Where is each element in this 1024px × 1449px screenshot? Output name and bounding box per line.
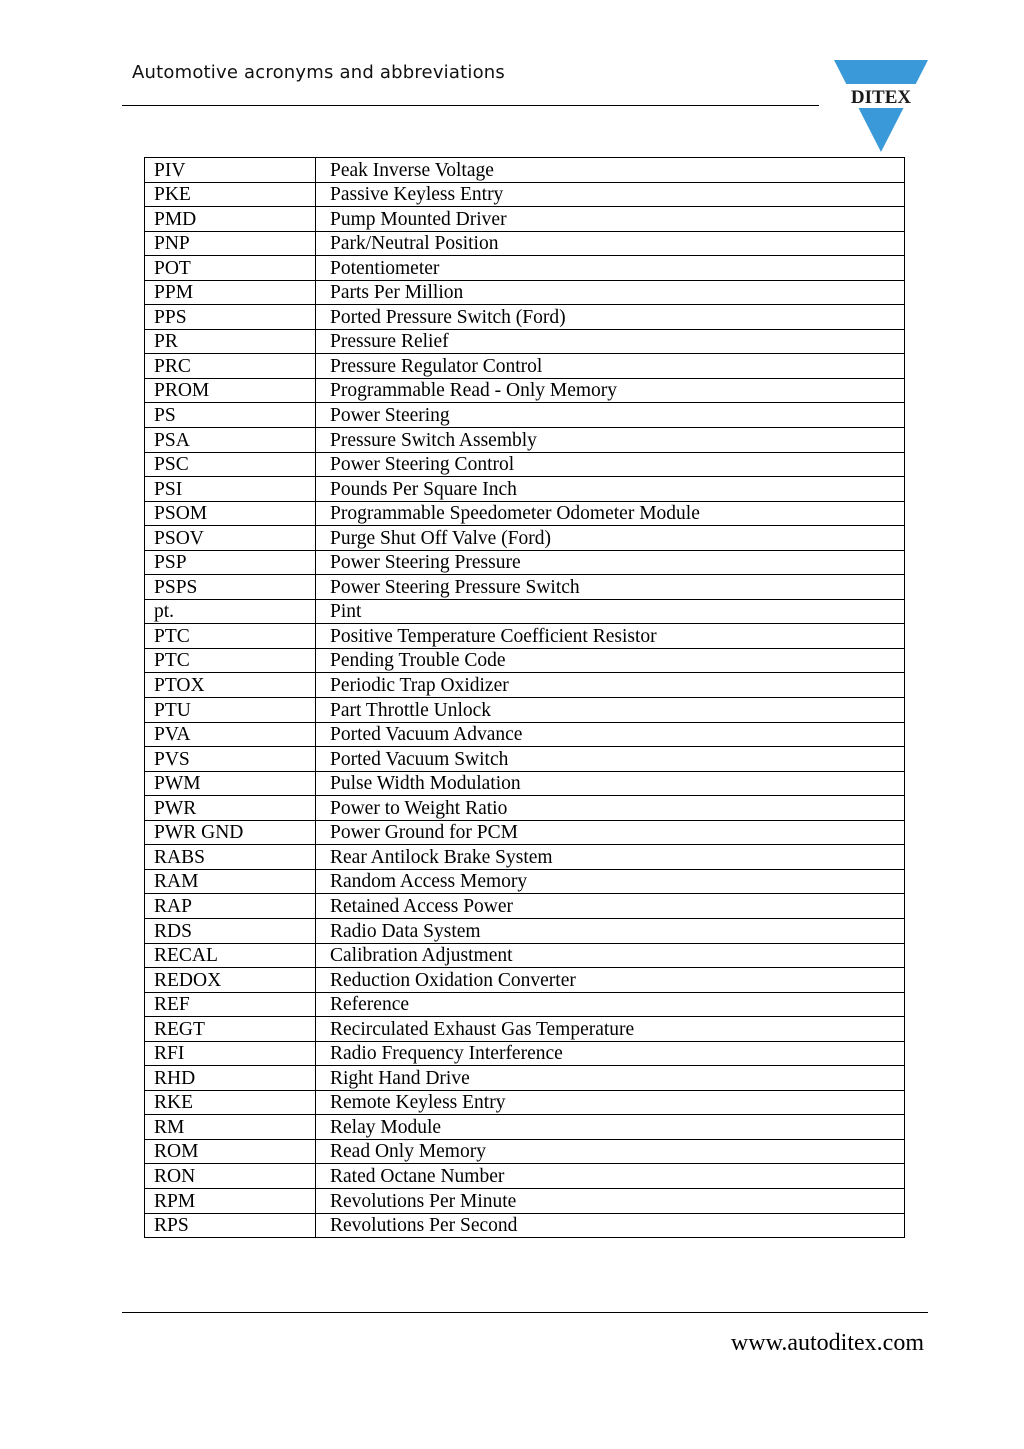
table-row [145, 648, 905, 673]
table-row [145, 182, 905, 207]
acronym-cell: PSI [145, 477, 316, 502]
definition-cell: Pump Mounted Driver [316, 207, 905, 232]
definition-cell: Pounds Per Square Inch [316, 477, 905, 502]
footer-website-url: www.autoditex.com [730, 1330, 924, 1356]
definition-cell: Right Hand Drive [316, 1066, 905, 1091]
ditex-logo [832, 58, 930, 154]
acronym-cell: ROM [145, 1139, 316, 1164]
table-row [145, 1164, 905, 1189]
definition-cell: Power Steering Pressure Switch [316, 575, 905, 600]
table-row [145, 1115, 905, 1140]
acronym-cell: PROM [145, 378, 316, 403]
acronym-cell: PWR GND [145, 820, 316, 845]
acronym-cell: pt. [145, 599, 316, 624]
definition-cell: Pressure Relief [316, 329, 905, 354]
acronym-cell: RON [145, 1164, 316, 1189]
table-row [145, 894, 905, 919]
definition-cell: Parts Per Million [316, 280, 905, 305]
acronym-cell: REF [145, 992, 316, 1017]
definition-cell: Revolutions Per Second [316, 1213, 905, 1238]
acronym-cell: PNP [145, 231, 316, 256]
table-row [145, 1213, 905, 1238]
acronym-cell: PSA [145, 428, 316, 453]
definition-cell: Reduction Oxidation Converter [316, 968, 905, 993]
acronym-cell: PR [145, 329, 316, 354]
definition-cell: Retained Access Power [316, 894, 905, 919]
definition-cell: Power Steering [316, 403, 905, 428]
acronym-cell: PTC [145, 648, 316, 673]
acronym-cell: RABS [145, 845, 316, 870]
table-row [145, 231, 905, 256]
table-row [145, 526, 905, 551]
acronym-cell: RECAL [145, 943, 316, 968]
table-row [145, 575, 905, 600]
table-row [145, 428, 905, 453]
acronym-cell: RPM [145, 1188, 316, 1213]
acronym-cell: PSP [145, 550, 316, 575]
definition-cell: Random Access Memory [316, 869, 905, 894]
logo-text: DITEX [850, 87, 912, 108]
acronym-cell: PWM [145, 771, 316, 796]
acronym-cell: RDS [145, 918, 316, 943]
definition-cell: Purge Shut Off Valve (Ford) [316, 526, 905, 551]
table-row [145, 845, 905, 870]
definition-cell: Radio Data System [316, 918, 905, 943]
table-row [145, 256, 905, 281]
definition-cell: Peak Inverse Voltage [316, 158, 905, 183]
table-row [145, 403, 905, 428]
definition-cell: Power to Weight Ratio [316, 796, 905, 821]
definition-cell: Calibration Adjustment [316, 943, 905, 968]
table-row [145, 968, 905, 993]
table-row [145, 501, 905, 526]
table-row [145, 378, 905, 403]
table-row [145, 1041, 905, 1066]
acronym-cell: PIV [145, 158, 316, 183]
definition-cell: Ported Vacuum Switch [316, 747, 905, 772]
definition-cell: Rated Octane Number [316, 1164, 905, 1189]
acronym-cell: PTU [145, 698, 316, 723]
header-divider [122, 105, 819, 106]
acronym-cell: RKE [145, 1090, 316, 1115]
acronym-cell: PTC [145, 624, 316, 649]
acronym-cell: RPS [145, 1213, 316, 1238]
page-header-title: Automotive acronyms and abbreviations [132, 62, 505, 83]
acronym-cell: RAP [145, 894, 316, 919]
acronym-cell: RM [145, 1115, 316, 1140]
acronym-cell: PPM [145, 280, 316, 305]
definition-cell: Positive Temperature Coefficient Resistor [316, 624, 905, 649]
definition-cell: Rear Antilock Brake System [316, 845, 905, 870]
definition-cell: Ported Vacuum Advance [316, 722, 905, 747]
definition-cell: Reference [316, 992, 905, 1017]
table-row [145, 624, 905, 649]
table-row [145, 747, 905, 772]
acronym-cell: PTOX [145, 673, 316, 698]
table-row [145, 599, 905, 624]
table-row [145, 550, 905, 575]
table-row [145, 280, 905, 305]
definition-cell: Pending Trouble Code [316, 648, 905, 673]
table-row [145, 943, 905, 968]
definition-cell: Radio Frequency Interference [316, 1041, 905, 1066]
acronym-cell: PSPS [145, 575, 316, 600]
acronym-cell: PMD [145, 207, 316, 232]
table-row [145, 329, 905, 354]
table-row [145, 1139, 905, 1164]
table-row [145, 796, 905, 821]
acronym-cell: PSOM [145, 501, 316, 526]
table-row [145, 820, 905, 845]
table-row [145, 354, 905, 379]
acronym-cell: PRC [145, 354, 316, 379]
acronym-cell: PS [145, 403, 316, 428]
definition-cell: Pressure Regulator Control [316, 354, 905, 379]
definition-cell: Programmable Speedometer Odometer Module [316, 501, 905, 526]
definition-cell: Part Throttle Unlock [316, 698, 905, 723]
acronym-cell: PKE [145, 182, 316, 207]
definition-cell: Pulse Width Modulation [316, 771, 905, 796]
table-row [145, 452, 905, 477]
table-row [145, 673, 905, 698]
definition-cell: Recirculated Exhaust Gas Temperature [316, 1017, 905, 1042]
acronym-cell: PSOV [145, 526, 316, 551]
acronym-cell: PSC [145, 452, 316, 477]
footer-divider [122, 1312, 928, 1313]
definition-cell: Relay Module [316, 1115, 905, 1140]
definition-cell: Programmable Read - Only Memory [316, 378, 905, 403]
definition-cell: Periodic Trap Oxidizer [316, 673, 905, 698]
acronym-cell: RFI [145, 1041, 316, 1066]
table-row [145, 477, 905, 502]
definition-cell: Remote Keyless Entry [316, 1090, 905, 1115]
table-row [145, 1066, 905, 1091]
definition-cell: Power Steering Pressure [316, 550, 905, 575]
table-row [145, 771, 905, 796]
table-row [145, 1090, 905, 1115]
definition-cell: Power Ground for PCM [316, 820, 905, 845]
table-row [145, 158, 905, 183]
acronym-cell: REDOX [145, 968, 316, 993]
definition-cell: Passive Keyless Entry [316, 182, 905, 207]
acronym-cell: PPS [145, 305, 316, 330]
table-row [145, 722, 905, 747]
table-row [145, 992, 905, 1017]
acronym-cell: POT [145, 256, 316, 281]
acronym-cell: REGT [145, 1017, 316, 1042]
acronym-table-body [145, 158, 905, 1238]
acronym-table [144, 157, 905, 1238]
definition-cell: Park/Neutral Position [316, 231, 905, 256]
definition-cell: Pint [316, 599, 905, 624]
acronym-cell: RAM [145, 869, 316, 894]
table-row [145, 305, 905, 330]
acronym-cell: RHD [145, 1066, 316, 1091]
table-row [145, 1188, 905, 1213]
acronym-cell: PVA [145, 722, 316, 747]
table-row [145, 869, 905, 894]
definition-cell: Ported Pressure Switch (Ford) [316, 305, 905, 330]
table-row [145, 1017, 905, 1042]
table-row [145, 918, 905, 943]
definition-cell: Read Only Memory [316, 1139, 905, 1164]
acronym-cell: PWR [145, 796, 316, 821]
table-row [145, 698, 905, 723]
definition-cell: Revolutions Per Minute [316, 1188, 905, 1213]
acronym-table-container [144, 157, 904, 1238]
definition-cell: Potentiometer [316, 256, 905, 281]
definition-cell: Power Steering Control [316, 452, 905, 477]
table-row [145, 207, 905, 232]
acronym-cell: PVS [145, 747, 316, 772]
definition-cell: Pressure Switch Assembly [316, 428, 905, 453]
